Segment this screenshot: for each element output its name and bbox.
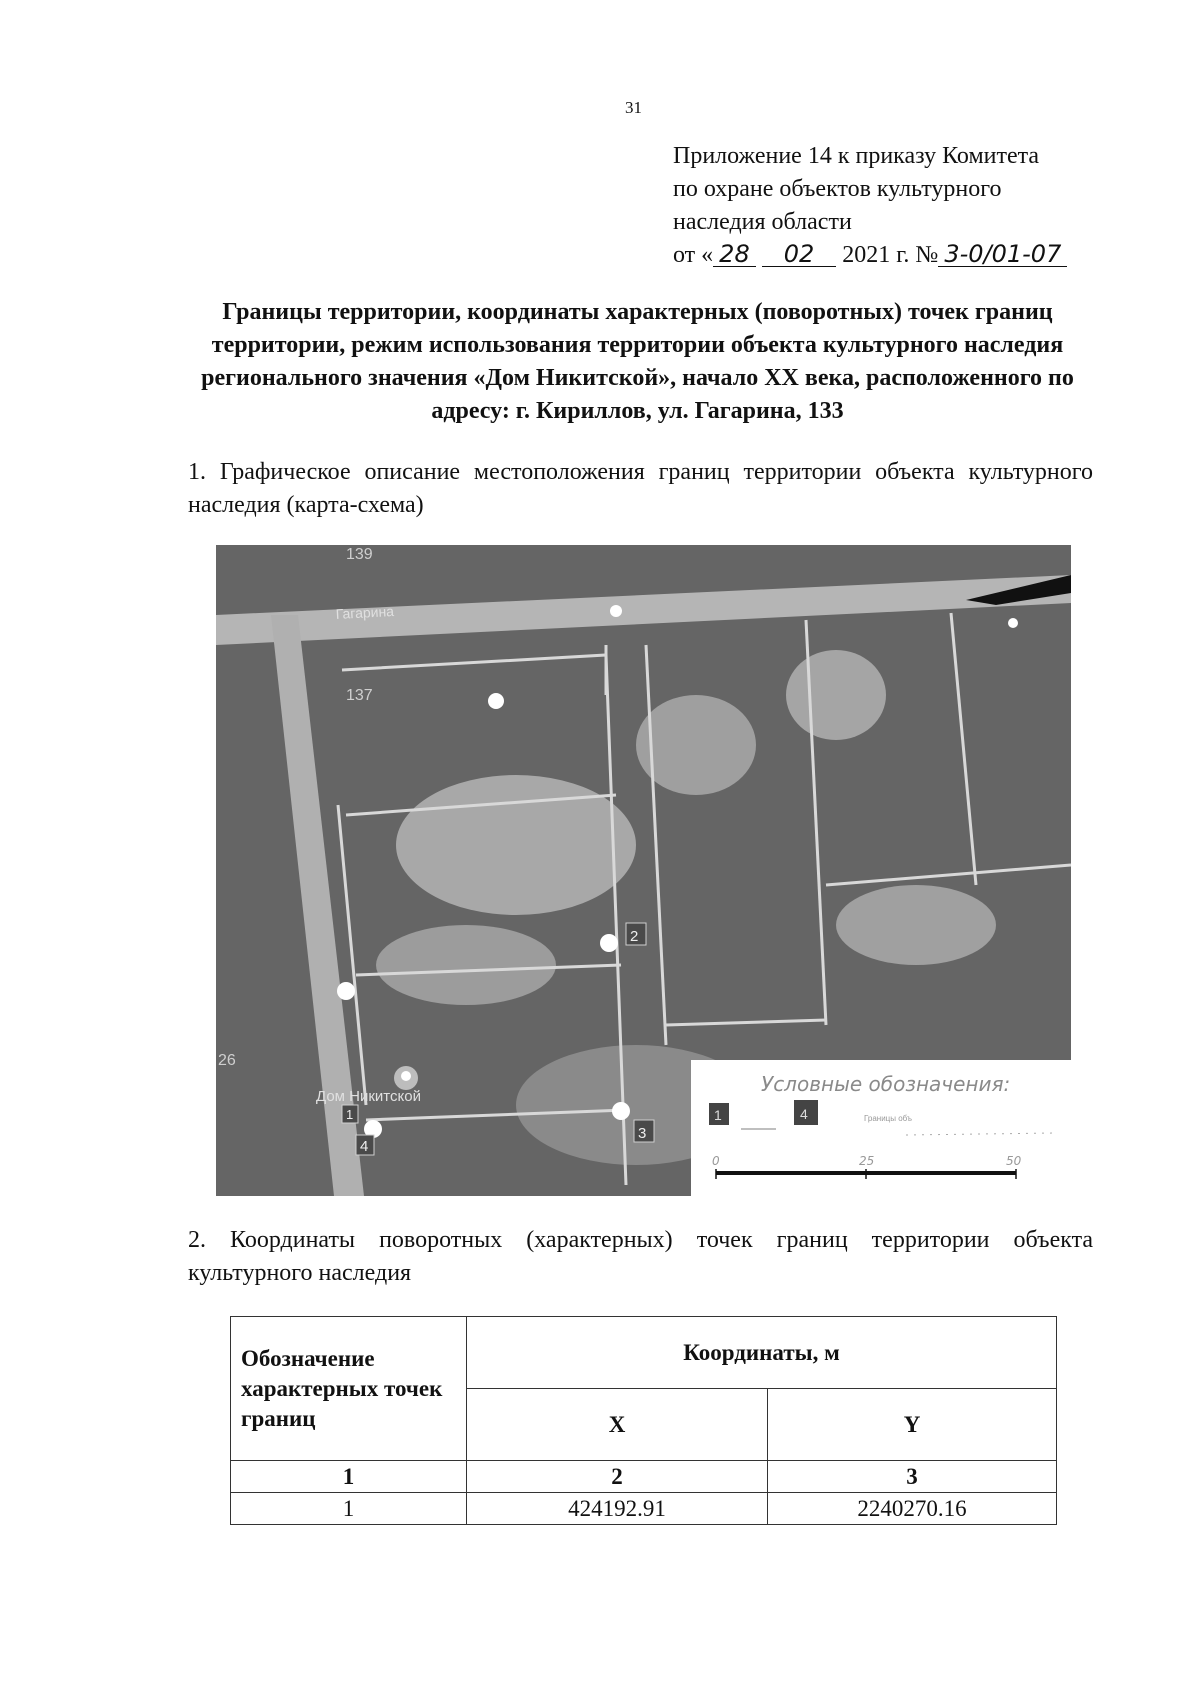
map-point-1: 1 (346, 1107, 354, 1122)
map-point-2: 2 (630, 928, 639, 945)
appendix-line-1: Приложение 14 к приказу Комитета (673, 143, 1040, 169)
legend-box-1: 1 (714, 1107, 722, 1123)
table-number-row (231, 1461, 1057, 1493)
page-number: 31 (625, 98, 642, 117)
map-label-126: 26 (218, 1052, 236, 1069)
header-y: Y (768, 1389, 1057, 1461)
date-day: 28 (713, 242, 756, 267)
map-point-3: 3 (638, 1125, 647, 1142)
appendix-line-2: по охране объектов культурного (673, 176, 1002, 202)
date-prefix: от « (673, 242, 714, 268)
map-label-139: 139 (346, 546, 373, 563)
table-cell-point: 1 (231, 1493, 467, 1525)
table-row (231, 1493, 1057, 1525)
appendix-header (673, 140, 1133, 272)
header-designation: Обозначение характерных точек границ (231, 1317, 467, 1461)
scale-0: 0 (712, 1154, 720, 1168)
table-cell: 1 (231, 1461, 467, 1493)
table-cell-y: 2240270.16 (768, 1493, 1057, 1525)
scale-50: 50 (1006, 1154, 1022, 1168)
appendix-line-3: наследия области (673, 209, 852, 235)
order-number: 3-0/01-07 (938, 242, 1067, 267)
document-title: Границы территории, координаты характерных (поворотных) точек границ территории, режим использования территории объекта культурного наследия регионального значения «Дом Никитской», начало XX века, расположенного по адресу: г. Кириллов, ул. Гагарина, 133 (201, 299, 1074, 424)
section-2-heading: 2. Координаты поворотных (характерных) точек границ территории объекта культурного наследия (188, 1227, 1093, 1286)
map-scheme (216, 545, 1071, 1196)
date-month: 02 (762, 242, 837, 267)
legend-box-2: 4 (800, 1106, 808, 1122)
map-label-street: Гагарина (335, 602, 395, 622)
header-coordinates: Координаты, м (467, 1317, 1057, 1389)
date-year: 2021 г. № (842, 242, 939, 268)
legend-note: Границы объ (864, 1114, 912, 1123)
legend-title: Условные обозначения: (761, 1072, 1011, 1096)
map-label-137: 137 (346, 687, 373, 704)
coordinates-table (230, 1316, 1057, 1525)
appendix-date-line (673, 239, 1133, 272)
table-cell: 3 (768, 1461, 1057, 1493)
map-label-object: Дом Никитской (316, 1088, 421, 1105)
section-1-heading: 1. Графическое описание местоположения границ территории объекта культурного наследия (карта-схема) (188, 459, 1093, 518)
table-cell-x: 424192.91 (467, 1493, 768, 1525)
table-cell: 2 (467, 1461, 768, 1493)
header-x: X (467, 1389, 768, 1461)
scale-25: 25 (859, 1154, 875, 1168)
map-point-4: 4 (360, 1138, 369, 1155)
